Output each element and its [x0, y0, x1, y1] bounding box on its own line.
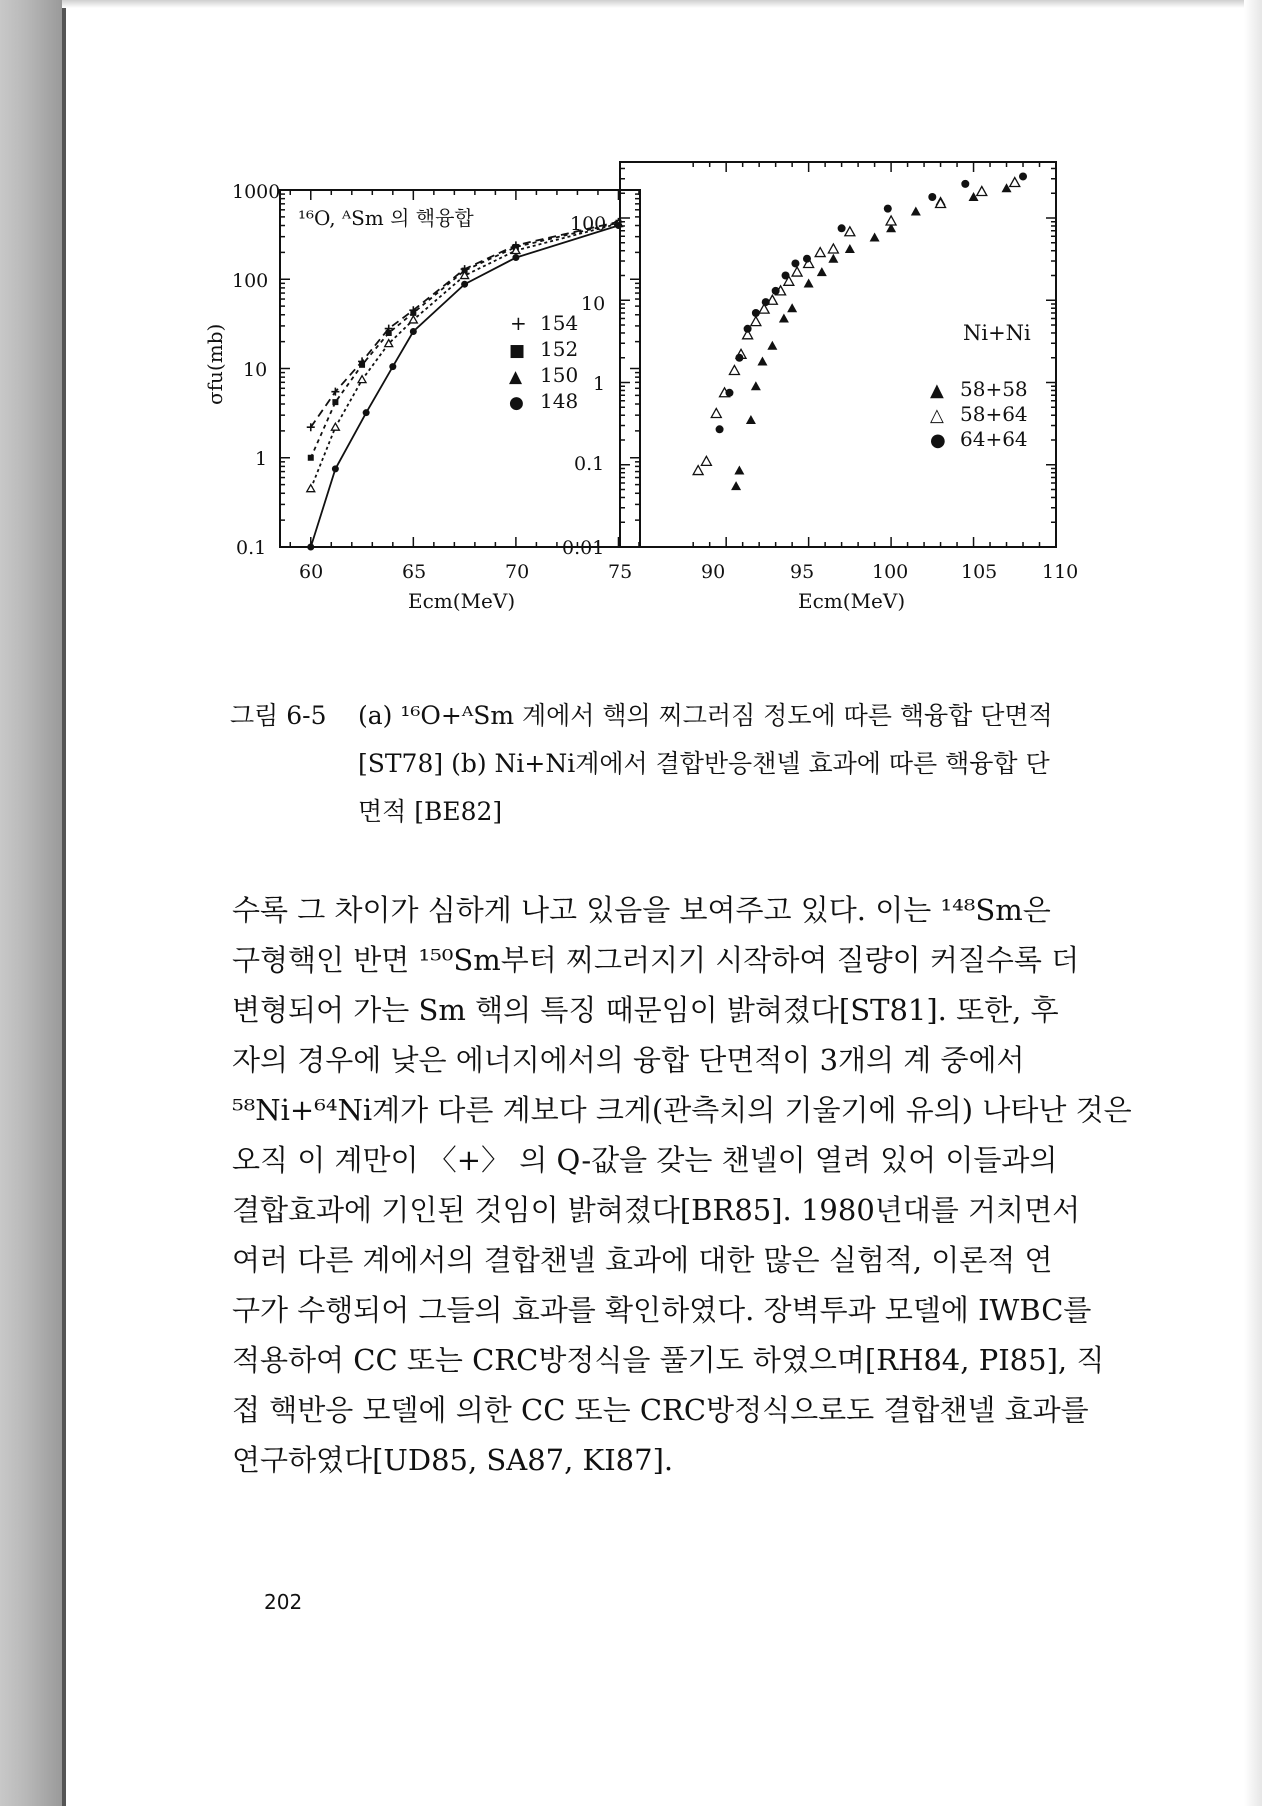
right-xtick-105: 105	[961, 561, 998, 583]
right-point-5864	[977, 186, 987, 195]
right-point-6464	[744, 325, 752, 333]
left-legend-symbol-150: ▲	[509, 367, 523, 387]
right-xtick-100: 100	[872, 561, 909, 583]
left-ytick-100: 100	[232, 270, 269, 292]
body-line: 결합효과에 기인된 것임이 밝혀졌다[BR85]. 1980년대를 거치면서	[232, 1193, 1081, 1227]
right-point-5858	[845, 244, 855, 253]
right-point-5864	[886, 216, 896, 225]
right-x-axis-label: Ecm(MeV)	[798, 589, 906, 613]
right-point-5858	[911, 206, 921, 215]
right-point-5858	[731, 481, 741, 490]
right-ytick-0.01: 0.01	[562, 537, 605, 559]
right-xtick-110: 110	[1042, 561, 1079, 583]
right-point-6464	[782, 271, 790, 279]
right-point-5858	[870, 232, 880, 241]
right-point-5864	[729, 365, 739, 374]
right-point-6464	[725, 389, 733, 397]
left-legend-label-154: 154	[540, 311, 579, 335]
right-legend-label-5858: 58+58	[960, 377, 1028, 401]
body-line: 변형되어 가는 Sm 핵의 특징 때문임이 밝혀졌다[ST81]. 또한, 후	[232, 993, 1059, 1027]
body-line: 접 핵반응 모델에 의한 CC 또는 CRC방정식으로도 결합챈넬 효과를	[232, 1393, 1089, 1427]
book-left-edge	[0, 0, 62, 1806]
right-point-5858	[734, 466, 744, 475]
right-point-5858	[969, 192, 979, 201]
right-point-6464	[735, 354, 743, 362]
left-plot-frame	[280, 190, 640, 547]
left-point-148	[410, 328, 417, 335]
body-line: 적용하여 CC 또는 CRC방정식을 풀기도 하였으며[RH84, PI85], 직	[232, 1343, 1105, 1377]
right-ytick-0.1: 0.1	[574, 453, 605, 475]
left-ytick-1: 1	[255, 448, 268, 470]
right-point-5858	[779, 313, 789, 322]
right-point-5864	[751, 317, 761, 326]
right-point-5858	[787, 303, 797, 312]
right-legend-label-6464: 64+64	[960, 427, 1028, 451]
left-legend-label-152: 152	[540, 337, 579, 361]
right-point-5864	[701, 456, 711, 465]
right-legend-symbol-6464: ●	[930, 430, 946, 451]
right-legend-symbol-5864: △	[930, 405, 944, 426]
right-point-5864	[815, 248, 825, 257]
left-legend-symbol-152: ■	[509, 341, 526, 361]
body-line: 구가 수행되어 그들의 효과를 확인하였다. 장벽투과 모델에 IWBC를	[232, 1293, 1092, 1327]
left-point-148	[512, 254, 519, 261]
left-point-152	[386, 330, 392, 336]
right-point-5858	[767, 341, 777, 350]
caption-line-2: [ST78] (b) Ni+Ni계에서 결합반응챈넬 효과에 따른 핵융합 단	[358, 749, 1050, 778]
body-line: ⁵⁸Ni+⁶⁴Ni계가 다른 계보다 크게(관측치의 기울기에 유의) 나타난 것은	[232, 1093, 1132, 1127]
right-ytick-10: 10	[581, 293, 606, 315]
right-point-5864	[711, 408, 721, 417]
right-point-5858	[751, 381, 761, 390]
left-inset-title: ¹⁶O, ᴬSm 의 핵융합	[298, 206, 474, 230]
right-xtick-90: 90	[701, 561, 726, 583]
body-line: 수록 그 차이가 심하게 나고 있음을 보여주고 있다. 이는 ¹⁴⁸Sm은	[232, 893, 1051, 927]
left-tick-marks	[280, 190, 640, 547]
left-ytick-0.1: 0.1	[236, 537, 267, 559]
left-point-150	[409, 316, 417, 323]
figure-6-5	[200, 150, 1180, 690]
right-point-6464	[961, 180, 969, 188]
right-point-5858	[804, 278, 814, 287]
right-xtick-95: 95	[790, 561, 815, 583]
right-inset-title: Ni+Ni	[963, 321, 1031, 345]
right-point-5858	[817, 267, 827, 276]
right-point-5858	[746, 415, 756, 424]
right-tick-marks	[620, 162, 1056, 547]
right-point-5864	[828, 244, 838, 253]
right-point-6464	[791, 259, 799, 267]
body-paragraph	[232, 885, 1132, 1485]
right-ytick-1: 1	[593, 373, 606, 395]
figure-svg	[200, 150, 1180, 690]
left-point-152	[308, 455, 314, 461]
right-legend-symbol-5858: ▲	[930, 380, 944, 401]
right-point-5858	[757, 357, 767, 366]
right-point-6464	[772, 287, 780, 295]
left-y-axis-label: σfu(mb)	[203, 323, 227, 405]
right-ytick-100: 100	[570, 213, 607, 235]
book-top-edge	[62, 0, 1262, 8]
left-point-150	[307, 485, 315, 492]
right-point-6464	[752, 309, 760, 317]
left-legend-symbol-148: ●	[509, 393, 524, 413]
left-ytick-10: 10	[243, 359, 268, 381]
right-point-6464	[762, 298, 770, 306]
caption-line-1	[230, 692, 1130, 740]
right-point-5864	[693, 466, 703, 475]
right-point-5858	[828, 254, 838, 263]
right-point-6464	[884, 205, 892, 213]
left-point-148	[363, 409, 370, 416]
right-point-5864	[845, 227, 855, 236]
left-point-148	[307, 544, 314, 551]
right-point-6464	[838, 224, 846, 232]
left-xtick-70: 70	[505, 561, 530, 583]
caption-text-1: (a) ¹⁶O+ᴬSm 계에서 핵의 찌그러짐 정도에 따른 핵융합 단면적	[358, 701, 1053, 730]
left-xtick-65: 65	[402, 561, 427, 583]
left-point-148	[389, 363, 396, 370]
right-plot-frame	[620, 162, 1056, 547]
left-x-axis-label: Ecm(MeV)	[408, 589, 516, 613]
right-point-6464	[1019, 172, 1027, 180]
body-line: 여러 다른 계에서의 결합챈넬 효과에 대한 많은 실험적, 이론적 연	[232, 1243, 1053, 1277]
left-legend-symbol-154: +	[510, 311, 527, 335]
left-point-148	[461, 281, 468, 288]
body-line: 오직 이 계만이 〈+〉 의 Q-값을 갖는 챈넬이 열려 있어 이들과의	[232, 1143, 1058, 1177]
left-ytick-1000: 1000	[232, 181, 281, 203]
right-point-5858	[1002, 183, 1012, 192]
left-point-148	[332, 465, 339, 472]
left-point-150	[358, 376, 366, 383]
left-xtick-75: 75	[608, 561, 633, 583]
right-point-5864	[1010, 178, 1020, 187]
figure-caption	[230, 692, 1130, 836]
right-legend-label-5864: 58+64	[960, 402, 1028, 426]
right-point-6464	[928, 193, 936, 201]
body-line: 자의 경우에 낮은 에너지에서의 융합 단면적이 3개의 계 중에서	[232, 1043, 1025, 1077]
right-point-5864	[792, 267, 802, 276]
body-line: 구형핵인 반면 ¹⁵⁰Sm부터 찌그러지기 시작하여 질량이 커질수록 더	[232, 943, 1080, 977]
left-point-152	[332, 399, 338, 405]
left-xtick-60: 60	[299, 561, 324, 583]
body-line: 연구하였다[UD85, SA87, KI87].	[232, 1443, 674, 1477]
caption-line-3: 면적 [BE82]	[358, 797, 503, 826]
page-number: 202	[264, 1590, 303, 1614]
left-point-152	[359, 362, 365, 368]
right-point-6464	[716, 425, 724, 433]
left-point-150	[331, 423, 339, 430]
right-point-6464	[803, 255, 811, 263]
book-right-edge	[1244, 0, 1262, 1806]
left-legend-label-150: 150	[540, 363, 579, 387]
caption-label: 그림 6-5	[230, 701, 327, 730]
left-legend-label-148: 148	[540, 389, 579, 413]
